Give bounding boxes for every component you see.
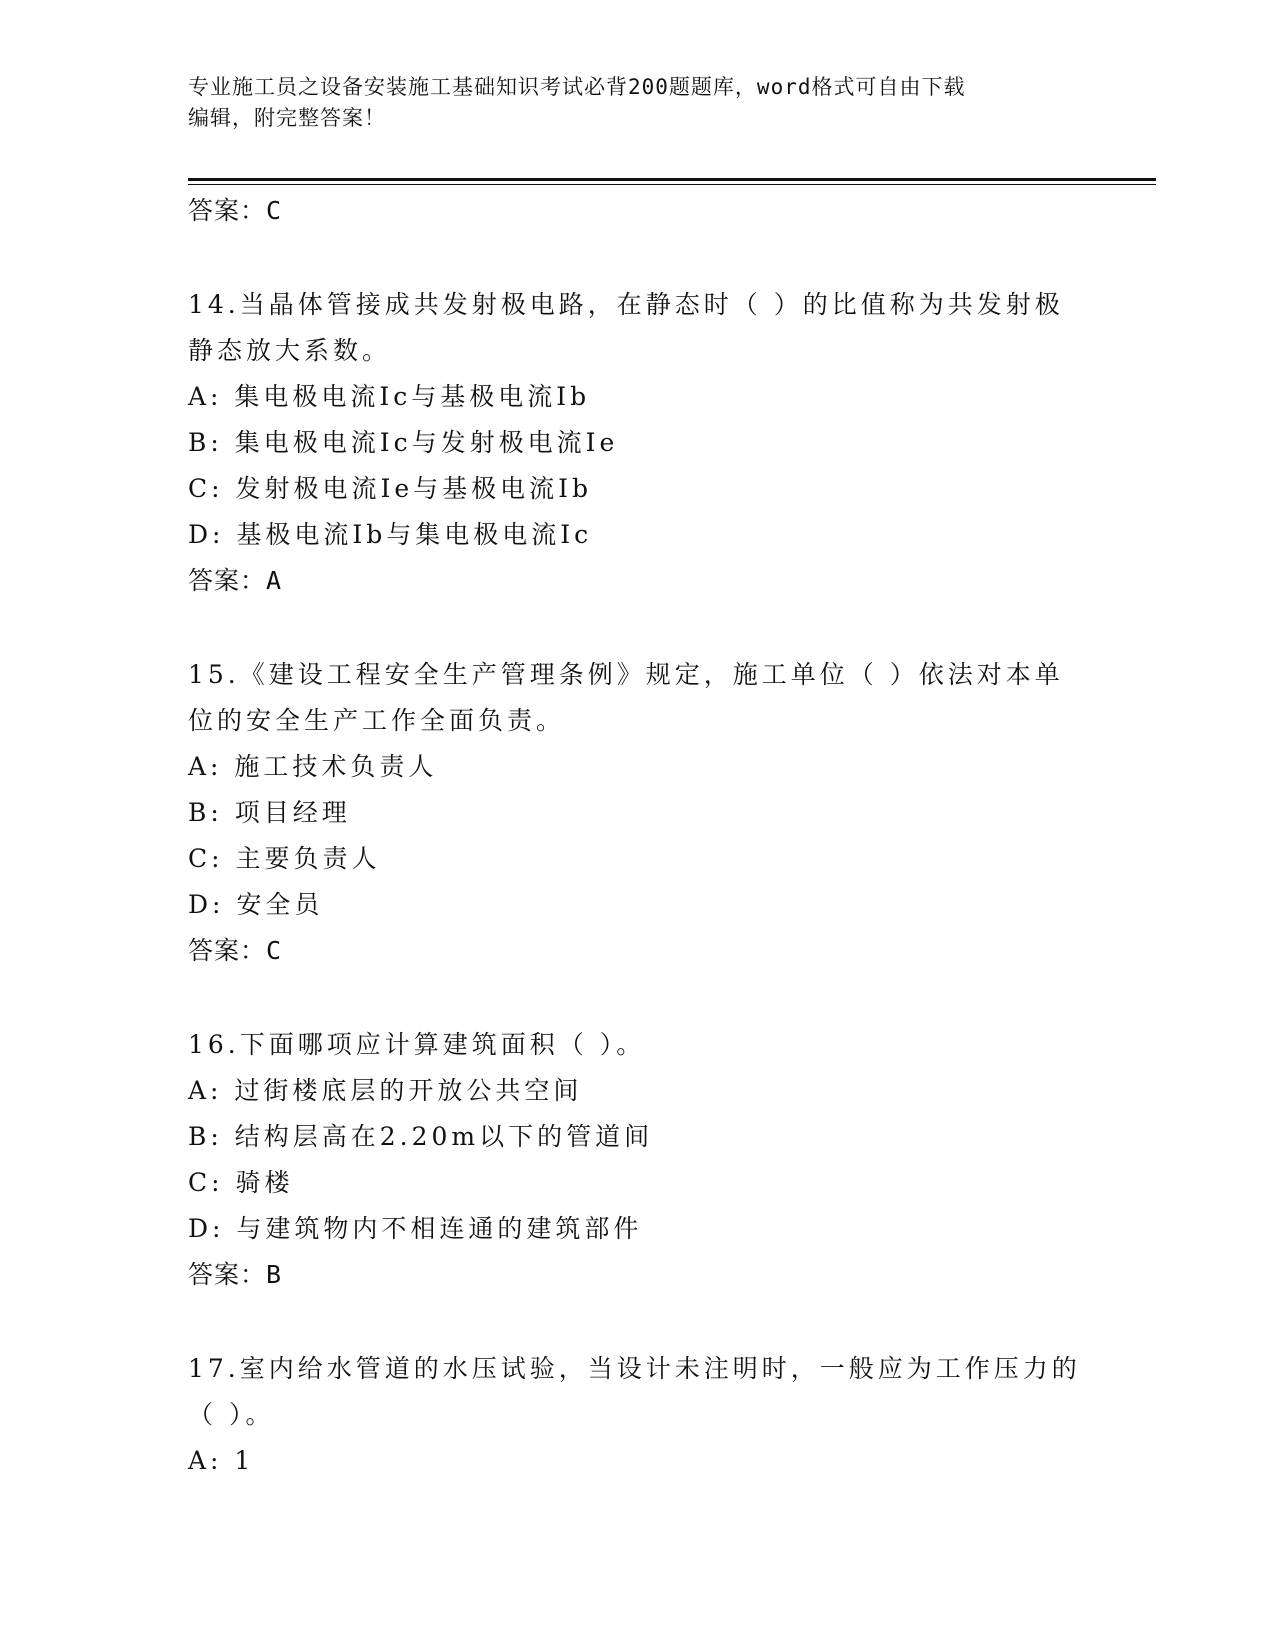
- option-c: C: 骑楼: [188, 1168, 294, 1197]
- question-stem-line: 17.室内给水管道的水压试验，当设计未注明时，一般应为工作压力的: [188, 1354, 1081, 1383]
- question-stem-line: 14.当晶体管接成共发射极电路，在静态时（ ）的比值称为共发射极: [188, 290, 1064, 319]
- question-16: [188, 1022, 1088, 1298]
- option-d: D: 与建筑物内不相连通的建筑部件: [188, 1214, 643, 1243]
- question-stem-line: （ ）。: [188, 1400, 275, 1429]
- question-list: [188, 188, 1088, 1484]
- option-a: A: 集电极电流Ic与基极电流Ib: [188, 382, 591, 411]
- answer-line: 答案：C: [188, 196, 283, 225]
- question-15: [188, 652, 1088, 974]
- option-c: C: 主要负责人: [188, 844, 381, 873]
- question-stem-line: 位的安全生产工作全面负责。: [188, 706, 566, 735]
- question-stem-line: 静态放大系数。: [188, 336, 392, 365]
- answer-line: 答案：C: [188, 936, 283, 965]
- header-divider-thin: [188, 184, 1156, 185]
- answer-line: 答案：B: [188, 1260, 283, 1289]
- option-a: A: 1: [188, 1446, 255, 1475]
- option-c: C: 发射极电流Ie与基极电流Ib: [188, 474, 593, 503]
- question-stem-line: 15.《建设工程安全生产管理条例》规定，施工单位（ ）依法对本单: [188, 660, 1064, 689]
- option-b: B: 项目经理: [188, 798, 351, 827]
- header-divider-thick: [188, 178, 1156, 181]
- option-d: D: 安全员: [188, 890, 324, 919]
- document-header: [188, 72, 1088, 134]
- answer-line: 答案：A: [188, 566, 283, 595]
- option-b: B: 结构层高在2.20m以下的管道间: [188, 1122, 654, 1151]
- option-b: B: 集电极电流Ic与发射极电流Ie: [188, 428, 619, 457]
- question-17: [188, 1346, 1088, 1484]
- question-stem-line: 16.下面哪项应计算建筑面积（ ）。: [188, 1030, 646, 1059]
- option-a: A: 过街楼底层的开放公共空间: [188, 1076, 583, 1105]
- question-14: [188, 282, 1088, 604]
- option-d: D: 基极电流Ib与集电极电流Ic: [188, 520, 593, 549]
- header-line-1: 专业施工员之设备安装施工基础知识考试必背200题题库，word格式可自由下载: [188, 75, 966, 99]
- header-line-2: 编辑，附完整答案！: [188, 106, 386, 130]
- option-a: A: 施工技术负责人: [188, 752, 438, 781]
